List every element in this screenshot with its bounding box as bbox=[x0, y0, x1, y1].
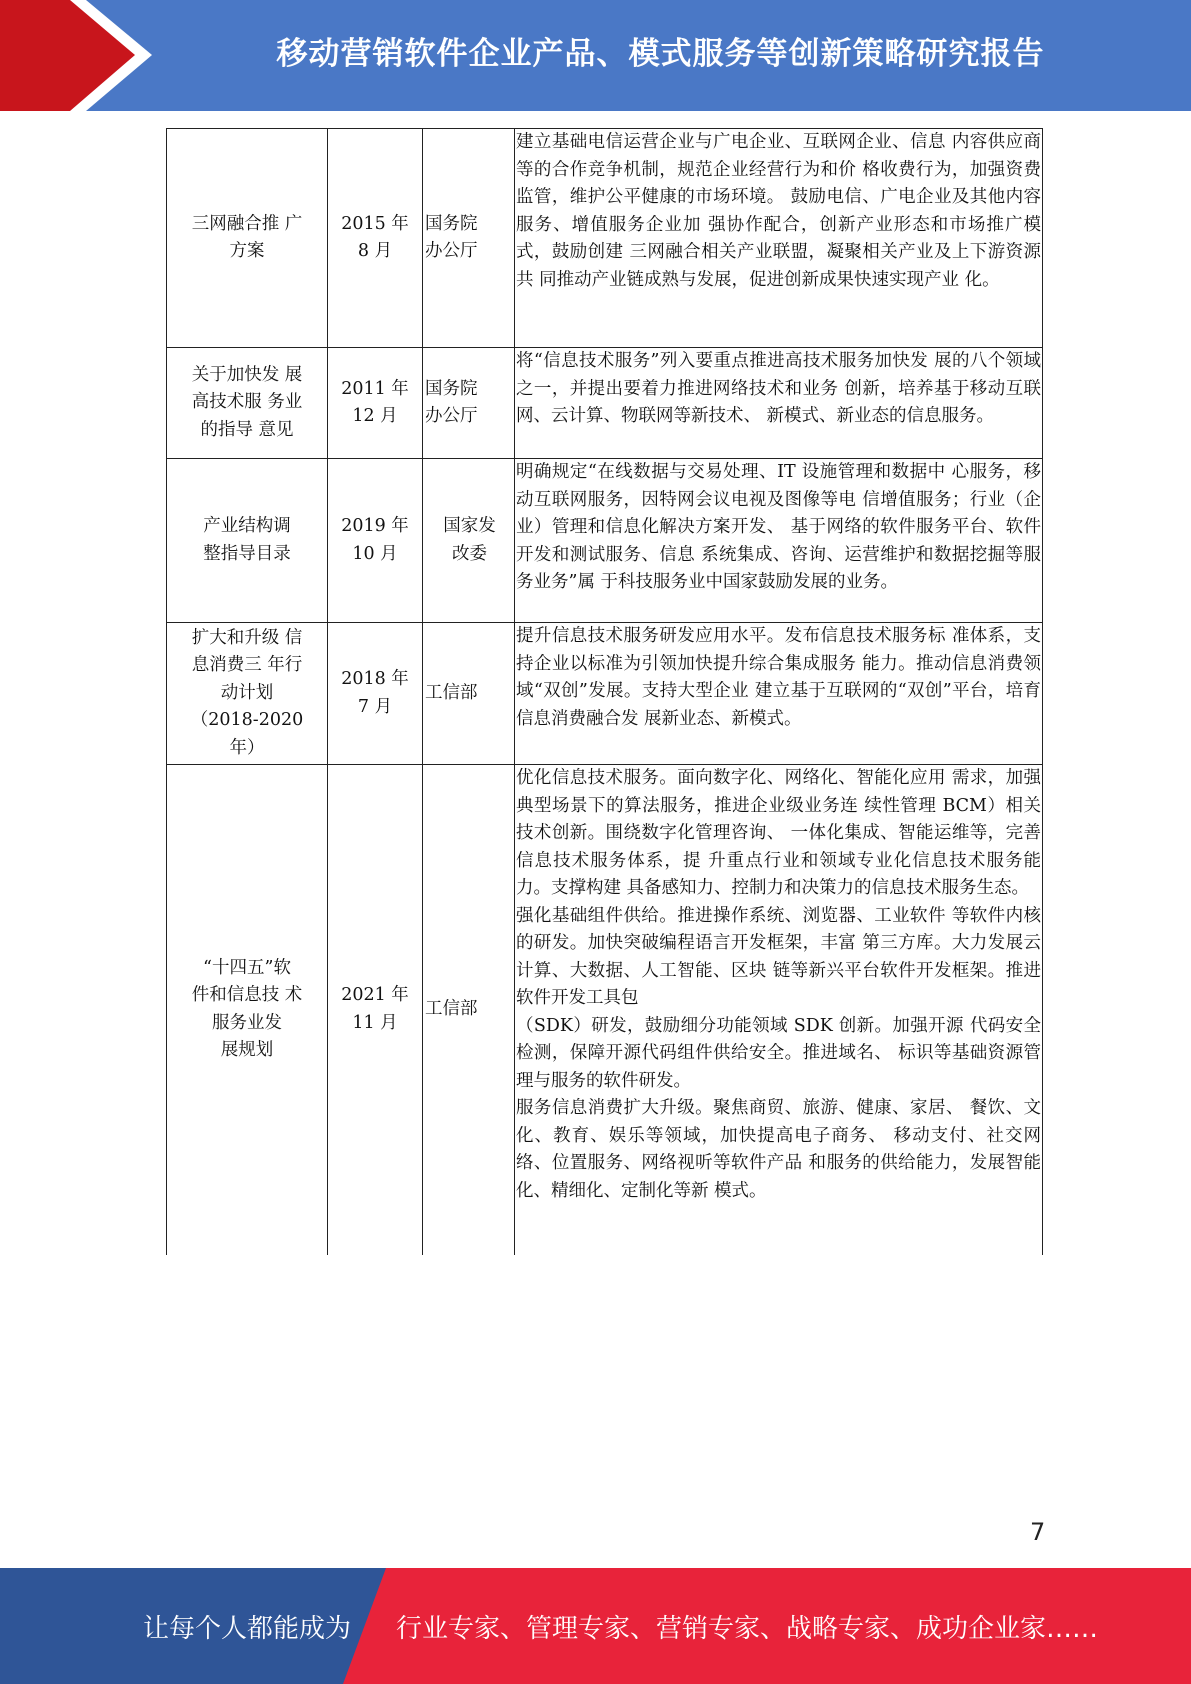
policy-table bbox=[166, 128, 1043, 1255]
policy-name: 产业结构调 整指导目录 bbox=[203, 516, 291, 564]
issue-date-cell bbox=[328, 765, 423, 1255]
policy-name: 关于加快发 展 高技术服 务业 的指导 意见 bbox=[191, 364, 303, 440]
policy-content-cell bbox=[515, 459, 1043, 623]
footer-slogan-left: 让每个人都能成为 bbox=[143, 1613, 352, 1644]
policy-name-cell bbox=[167, 623, 328, 765]
issue-date: 2018 年 7 月 bbox=[341, 669, 409, 717]
issue-date-cell bbox=[328, 623, 423, 765]
issue-date: 2021 年 11 月 bbox=[341, 985, 409, 1033]
policy-content-cell bbox=[515, 129, 1043, 348]
issuing-body: 工信部 bbox=[425, 999, 478, 1019]
footer-slogan-right: 行业专家、管理专家、营销专家、战略专家、成功企业家…… bbox=[396, 1613, 1099, 1644]
issue-date-cell bbox=[328, 348, 423, 459]
issue-date: 2011 年 12 月 bbox=[341, 378, 409, 426]
policy-content-paragraph: 优化信息技术服务。面向数字化、网络化、智能化应用 需求，加强典型场景下的算法服务，推进企业级业务连 续性管理 BCM）相关技术创新。围绕数字化管理咨询、 一体化集成、智能运维等，完善信息技术服务体系，提 升重点行业和领域专业化信息技术服务能力。支撑构建 具备感知力、控制力和决策力的信息技术服务生态。 bbox=[516, 768, 1041, 898]
policy-content: 建立基础电信运营企业与广电企业、互联网企业、信息 内容供应商等的合作竞争机制，规范企业经营行为和价 格收费行为，加强资费监管，维护公平健康的市场环境。 鼓励电信、广电企业及其他内容服务、增值服务企业加 强协作配合，创新产业形态和市场推广模式，鼓励创建 三网融合相关产业联盟，凝聚相关产业及上下游资源共 同推动产业链成熟与发展，促进创新成果快速实现产业 化。 bbox=[516, 132, 1041, 290]
page-number: 7 bbox=[1030, 1518, 1046, 1546]
policy-content: 提升信息技术服务研发应用水平。发布信息技术服务标 准体系，支持企业以标准为引领加快提升综合集成服务 能力。推动信息消费领域“双创”发展。支持大型企业 建立基于互联网的“双创”平台，培育信息消费融合发 展新业态、新模式。 bbox=[516, 626, 1041, 729]
header-arrow-decoration bbox=[0, 0, 160, 111]
table-row bbox=[167, 459, 1043, 623]
page-header bbox=[0, 0, 1191, 111]
issuing-body-cell bbox=[423, 623, 515, 765]
policy-content: 将“信息技术服务”列入要重点推进高技术服务加快发 展的八个领域之一，并提出要着力推进网络技术和业务 创新，培养基于移动互联网、云计算、物联网等新技术、 新模式、新业态的信息服务。 bbox=[516, 351, 1041, 426]
policy-name-cell bbox=[167, 348, 328, 459]
issuing-body: 国家发 改委 bbox=[443, 516, 496, 564]
issuing-body-cell bbox=[423, 765, 515, 1255]
policy-content-cell bbox=[515, 623, 1043, 765]
policy-name: “十四五”软 件和信息技 术 服务业发 展规划 bbox=[191, 957, 303, 1061]
issue-date-cell bbox=[328, 129, 423, 348]
issuing-body: 国务院 办公厅 bbox=[425, 213, 478, 261]
issue-date: 2015 年 8 月 bbox=[341, 213, 409, 261]
policy-name-cell bbox=[167, 459, 328, 623]
policy-content-paragraph: （SDK）研发，鼓励细分功能领域 SDK 创新。加强开源 代码安全检测，保障开源代码组件供给安全。推进域名、 标识等基础资源管理与服务的软件研发。 bbox=[516, 1015, 1041, 1091]
issuing-body-cell bbox=[423, 348, 515, 459]
table-row bbox=[167, 348, 1043, 459]
report-title: 移动营销软件企业产品、模式服务等创新策略研究报告 bbox=[276, 35, 1045, 72]
policy-content-cell bbox=[515, 348, 1043, 459]
policy-content-paragraph: 强化基础组件供给。推进操作系统、浏览器、工业软件 等软件内核的研发。加快突破编程语言开发框架，丰富 第三方库。大力发展云计算、大数据、人工智能、区块 链等新兴平台软件开发框架。推进软件开发工具包 bbox=[516, 905, 1041, 1008]
policy-name: 扩大和升级 信 息消费三 年行 动计划 （2018-2020 年） bbox=[190, 627, 304, 758]
table-row bbox=[167, 129, 1043, 348]
issuing-body-cell bbox=[423, 129, 515, 348]
page-footer bbox=[0, 1568, 1191, 1684]
issuing-body-cell bbox=[423, 459, 515, 623]
policy-content-paragraph: 服务信息消费扩大升级。聚焦商贸、旅游、健康、家居、 餐饮、文化、教育、娱乐等领域，加快提高电子商务、 移动支付、社交网络、位置服务、网络视听等软件产品 和服务的供给能力，发展智能化、精细化、定制化等新 模式。 bbox=[516, 1098, 1041, 1201]
policy-name-cell bbox=[167, 765, 328, 1255]
issuing-body: 工信部 bbox=[425, 682, 478, 703]
policy-content-cell bbox=[515, 765, 1043, 1255]
policy-name: 三网融合推 广 方案 bbox=[191, 213, 303, 261]
issue-date-cell bbox=[328, 459, 423, 623]
issuing-body: 国务院 办公厅 bbox=[425, 378, 478, 426]
policy-name-cell bbox=[167, 129, 328, 348]
policy-content: 明确规定“在线数据与交易处理、IT 设施管理和数据中 心服务，移动互联网服务，因特网会议电视及图像等电 信增值服务；行业（企业）管理和信息化解决方案开发、 基于网络的软件服务平台、软件开发和测试服务、信息 系统集成、咨询、运营维护和数据挖掘等服务业务”属 于科技服务业中国家鼓励发展的业务。 bbox=[516, 462, 1041, 592]
table-row bbox=[167, 623, 1043, 765]
issue-date: 2019 年 10 月 bbox=[341, 516, 409, 564]
table-row bbox=[167, 765, 1043, 1255]
